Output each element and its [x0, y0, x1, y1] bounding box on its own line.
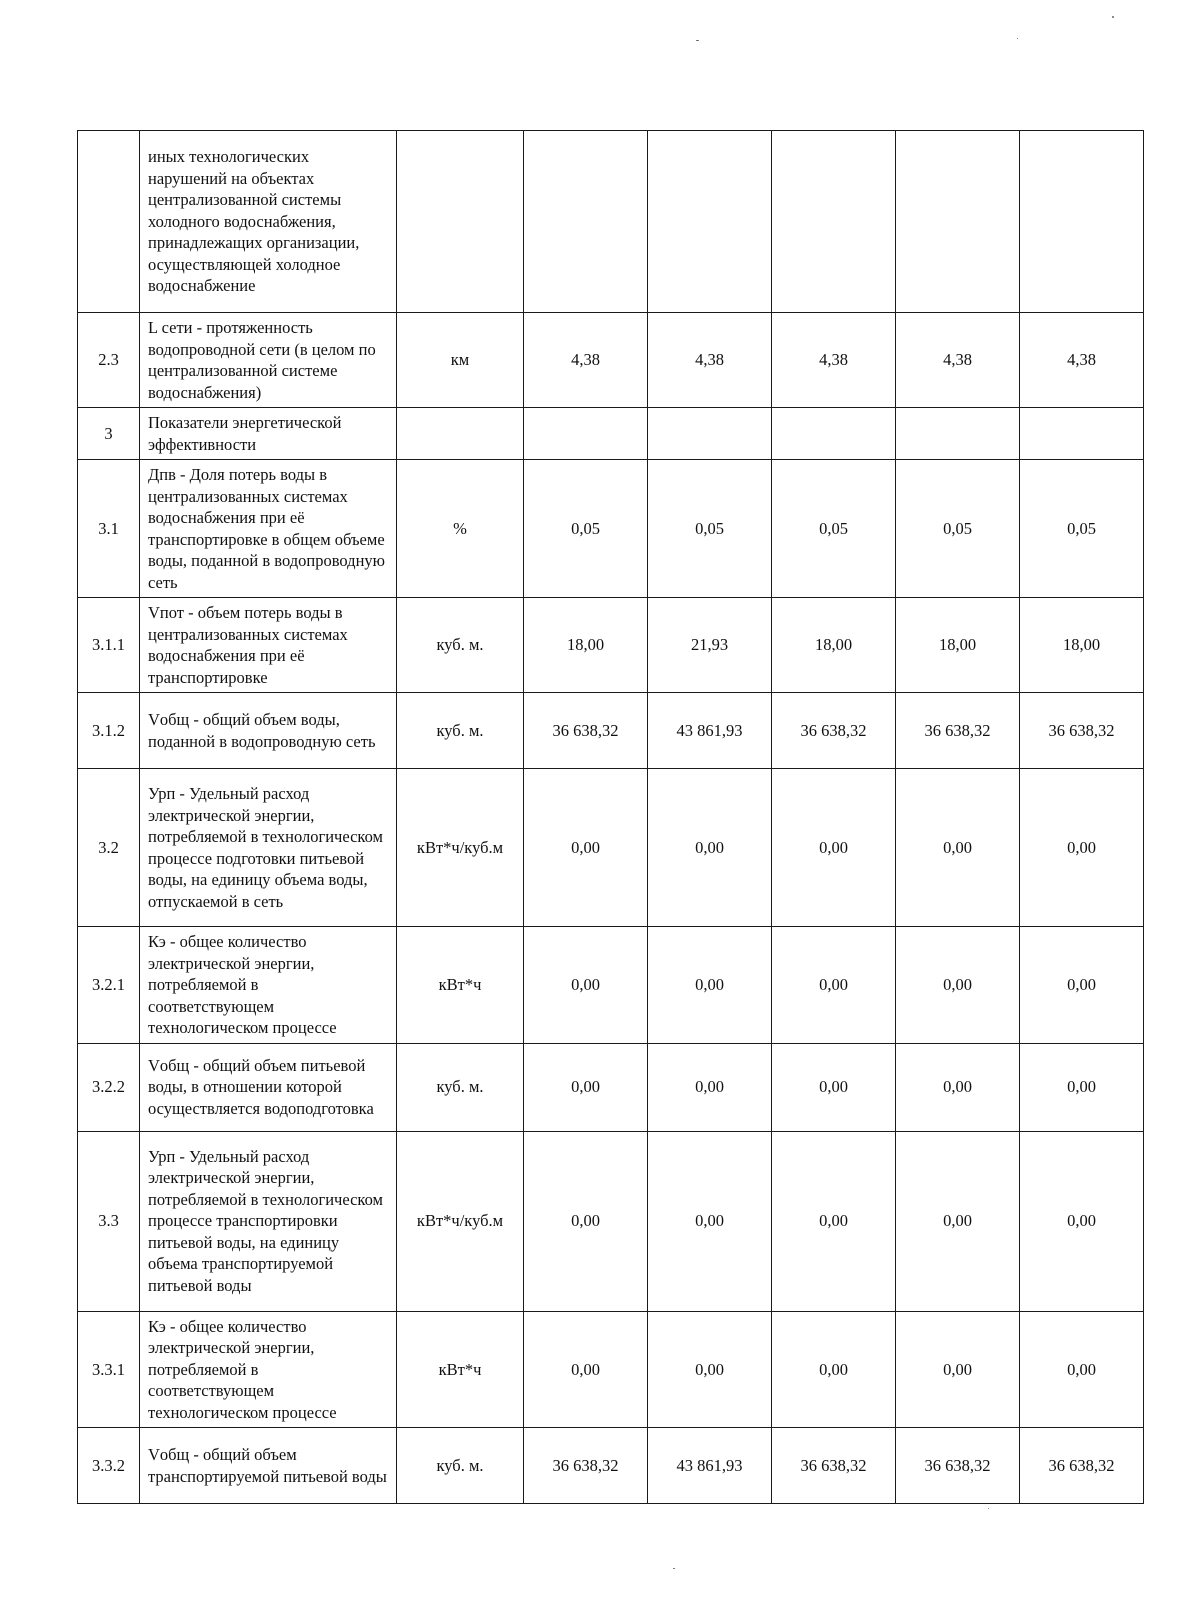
- value-cell: [524, 408, 648, 460]
- row-number: 3.1.2: [78, 693, 140, 769]
- table-row: [78, 408, 1144, 460]
- indicator-name: Vобщ - общий объем питьевой воды, в отношении которой осуществляется водоподготовка: [140, 1043, 397, 1131]
- row-number: 3.2: [78, 769, 140, 927]
- value-cell: [772, 131, 896, 313]
- row-number: 3.2.1: [78, 927, 140, 1044]
- value-cell: 36 638,32: [524, 1428, 648, 1504]
- value-cell: 18,00: [524, 598, 648, 693]
- value-cell: 4,38: [1020, 313, 1144, 408]
- unit-cell: куб. м.: [397, 1428, 524, 1504]
- row-number: [78, 131, 140, 313]
- value-cell: 0,00: [772, 927, 896, 1044]
- value-cell: 0,05: [1020, 460, 1144, 598]
- value-cell: [772, 408, 896, 460]
- table-row: [78, 927, 1144, 1044]
- value-cell: 0,05: [772, 460, 896, 598]
- row-number: 3: [78, 408, 140, 460]
- table-row: [78, 1131, 1144, 1311]
- value-cell: 0,00: [896, 769, 1020, 927]
- unit-cell: км: [397, 313, 524, 408]
- value-cell: 0,00: [1020, 1131, 1144, 1311]
- value-cell: 0,00: [896, 1311, 1020, 1428]
- value-cell: 18,00: [1020, 598, 1144, 693]
- row-number: 2.3: [78, 313, 140, 408]
- value-cell: 0,05: [648, 460, 772, 598]
- value-cell: 0,00: [648, 1043, 772, 1131]
- value-cell: 0,00: [524, 769, 648, 927]
- indicator-name: Урп - Удельный расход электрической энергии, потребляемой в технологическом процессе подготовки питьевой воды, на единицу объема воды, отпускаемой в сеть: [140, 769, 397, 927]
- indicator-name: Кэ - общее количество электрической энергии, потребляемой в соответствующем технологическом процессе: [140, 1311, 397, 1428]
- table-row: [78, 313, 1144, 408]
- value-cell: 0,00: [772, 1311, 896, 1428]
- indicator-name: Урп - Удельный расход электрической энергии, потребляемой в технологическом процессе транспортировки питьевой воды, на единицу объема транспортируемой питьевой воды: [140, 1131, 397, 1311]
- value-cell: 36 638,32: [896, 1428, 1020, 1504]
- value-cell: 36 638,32: [524, 693, 648, 769]
- value-cell: 0,05: [896, 460, 1020, 598]
- value-cell: 18,00: [896, 598, 1020, 693]
- value-cell: 0,00: [1020, 1043, 1144, 1131]
- table-row: [78, 1428, 1144, 1504]
- table-row: [78, 1043, 1144, 1131]
- scan-speck: [1112, 16, 1114, 18]
- unit-cell: куб. м.: [397, 1043, 524, 1131]
- value-cell: [648, 131, 772, 313]
- value-cell: 0,00: [772, 769, 896, 927]
- row-number: 3.1.1: [78, 598, 140, 693]
- row-number: 3.3.2: [78, 1428, 140, 1504]
- value-cell: 36 638,32: [896, 693, 1020, 769]
- value-cell: [1020, 408, 1144, 460]
- table-row: [78, 598, 1144, 693]
- row-number: 3.2.2: [78, 1043, 140, 1131]
- value-cell: 0,00: [648, 769, 772, 927]
- unit-cell: кВт*ч/куб.м: [397, 769, 524, 927]
- value-cell: 4,38: [896, 313, 1020, 408]
- value-cell: [1020, 131, 1144, 313]
- table-row: [78, 131, 1144, 313]
- scan-speck: [696, 40, 699, 41]
- value-cell: 36 638,32: [1020, 1428, 1144, 1504]
- unit-cell: [397, 408, 524, 460]
- value-cell: 18,00: [772, 598, 896, 693]
- value-cell: 4,38: [648, 313, 772, 408]
- value-cell: 43 861,93: [648, 693, 772, 769]
- value-cell: 4,38: [524, 313, 648, 408]
- value-cell: 36 638,32: [772, 693, 896, 769]
- value-cell: 36 638,32: [772, 1428, 896, 1504]
- value-cell: 36 638,32: [1020, 693, 1144, 769]
- value-cell: 0,00: [1020, 769, 1144, 927]
- value-cell: [648, 408, 772, 460]
- indicator-name: L сети - протяженность водопроводной сети (в целом по централизованной системе водоснабжения): [140, 313, 397, 408]
- value-cell: 21,93: [648, 598, 772, 693]
- unit-cell: кВт*ч/куб.м: [397, 1131, 524, 1311]
- table-body: [78, 131, 1144, 1504]
- indicator-name: Показатели энергетической эффективности: [140, 408, 397, 460]
- indicator-name: иных технологических нарушений на объектах централизованной системы холодного водоснабжения, принадлежащих организации, осуществляющей холодное водоснабжение: [140, 131, 397, 313]
- value-cell: 0,00: [524, 1311, 648, 1428]
- indicator-name: Кэ - общее количество электрической энергии, потребляемой в соответствующем технологическом процессе: [140, 927, 397, 1044]
- value-cell: 0,00: [524, 1131, 648, 1311]
- table-row: [78, 460, 1144, 598]
- table-row: [78, 769, 1144, 927]
- table-row: [78, 693, 1144, 769]
- indicator-name: Дпв - Доля потерь воды в централизованных системах водоснабжения при её транспортировке в общем объеме воды, поданной в водопроводную сеть: [140, 460, 397, 598]
- indicators-table: [77, 130, 1144, 1504]
- value-cell: 0,00: [772, 1043, 896, 1131]
- value-cell: 0,05: [524, 460, 648, 598]
- row-number: 3.1: [78, 460, 140, 598]
- value-cell: [896, 408, 1020, 460]
- indicator-name: Vобщ - общий объем воды, поданной в водопроводную сеть: [140, 693, 397, 769]
- value-cell: 0,00: [896, 1131, 1020, 1311]
- value-cell: 0,00: [524, 1043, 648, 1131]
- value-cell: 0,00: [1020, 1311, 1144, 1428]
- row-number: 3.3.1: [78, 1311, 140, 1428]
- unit-cell: %: [397, 460, 524, 598]
- value-cell: 0,00: [648, 927, 772, 1044]
- table-row: [78, 1311, 1144, 1428]
- unit-cell: куб. м.: [397, 598, 524, 693]
- unit-cell: куб. м.: [397, 693, 524, 769]
- value-cell: 0,00: [772, 1131, 896, 1311]
- value-cell: 0,00: [648, 1311, 772, 1428]
- value-cell: 43 861,93: [648, 1428, 772, 1504]
- scan-speck: [988, 1508, 989, 1509]
- value-cell: 0,00: [648, 1131, 772, 1311]
- scan-speck: [1017, 38, 1018, 39]
- value-cell: 0,00: [524, 927, 648, 1044]
- value-cell: [524, 131, 648, 313]
- unit-cell: [397, 131, 524, 313]
- value-cell: 0,00: [896, 927, 1020, 1044]
- unit-cell: кВт*ч: [397, 927, 524, 1044]
- value-cell: 0,00: [896, 1043, 1020, 1131]
- value-cell: 4,38: [772, 313, 896, 408]
- indicator-name: Vобщ - общий объем транспортируемой питьевой воды: [140, 1428, 397, 1504]
- row-number: 3.3: [78, 1131, 140, 1311]
- value-cell: 0,00: [1020, 927, 1144, 1044]
- unit-cell: кВт*ч: [397, 1311, 524, 1428]
- indicator-name: Vпот - объем потерь воды в централизованных системах водоснабжения при её транспортировке: [140, 598, 397, 693]
- scan-speck: [673, 1568, 675, 1569]
- value-cell: [896, 131, 1020, 313]
